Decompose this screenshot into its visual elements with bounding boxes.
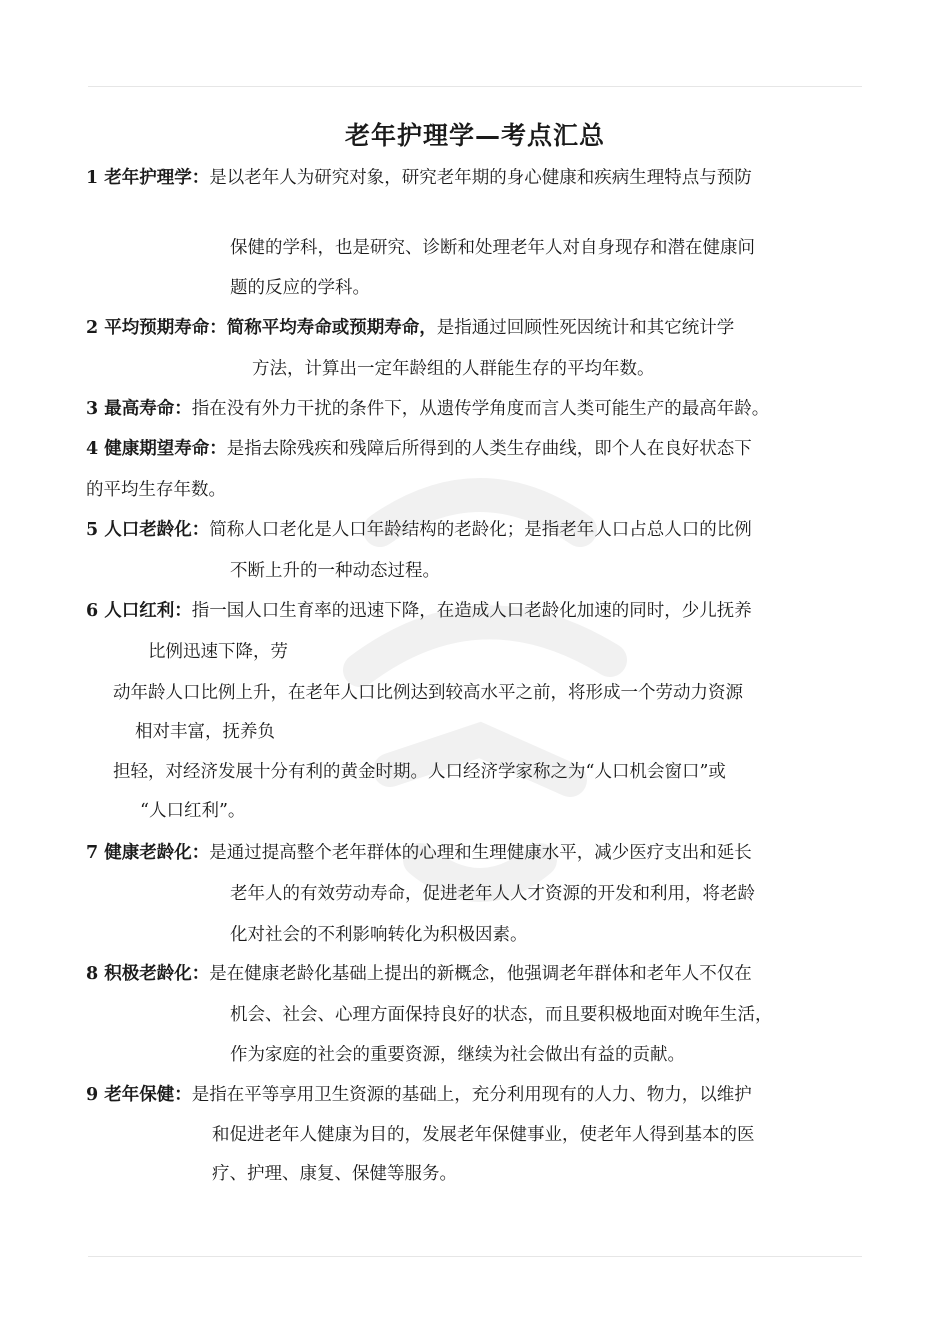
entry-6-text: 指一国人口生育率的迅速下降，在造成人口老龄化加速的同时，少儿抚养 [191,601,752,621]
entry-6-line-6: “人口红利”。 [140,801,246,821]
entry-1-line-3: 题的反应的学科。 [230,278,370,298]
entry-8-line-2: 机会、社会、心理方面保持良好的状态，而且要积极地面对晚年生活， [230,1005,773,1025]
entry-6-line-2: 比例迅速下降，劳 [148,642,288,662]
entry-5-line-2: 不断上升的一种动态过程。 [230,561,440,581]
entry-8-line-3: 作为家庭的社会的重要资源，继续为社会做出有益的贡献。 [230,1045,685,1065]
entry-5-line-1 [86,519,752,541]
entry-6-line-3: 动年龄人口比例上升，在老年人口比例达到较高水平之前，将形成一个劳动力资源 [113,683,743,703]
entry-3-line-1 [86,398,769,420]
entry-7-line-2: 老年人的有效劳动寿命，促进老年人人才资源的开发和利用，将老龄 [230,884,755,904]
entry-6-line-4: 相对丰富，抚养负 [135,722,275,742]
entry-7-line-3: 化对社会的不利影响转化为积极因素。 [230,925,528,945]
entry-7-text: 是通过提高整个老年群体的心理和生理健康水平，减少医疗支出和延长 [209,843,752,863]
entry-4-term: 4 健康期望寿命： [86,439,227,459]
entry-9-line-3: 疗、护理、康复、保健等服务。 [212,1164,457,1184]
entry-3-term: 3 最高寿命： [86,399,192,419]
entry-6-line-5: 担轻，对经济发展十分有利的黄金时期。人口经济学家称之为“人口机会窗口”或 [113,762,726,782]
entry-3-text: 指在没有外力干扰的条件下，从遗传学角度而言人类可能生产的最高年龄。 [191,399,770,419]
entry-1-term: 1 老年护理学： [86,168,210,188]
entry-7-term: 7 健康老龄化： [86,843,210,863]
entry-6-line-1 [86,600,752,622]
entry-1-line-2: 保健的学科，也是研究、诊断和处理老年人对自身现存和潜在健康问 [230,238,755,258]
entry-4-text: 是指去除残疾和残障后所得到的人类生存曲线，即个人在良好状态下 [226,439,752,459]
entry-2-line-1 [86,317,734,339]
entry-9-line-2: 和促进老年人健康为目的，发展老年保健事业，使老年人得到基本的医 [212,1125,755,1145]
entry-8-text: 是在健康老龄化基础上提出的新概念，他强调老年群体和老年人不仅在 [209,964,752,984]
entry-2-text: 是指通过回顾性死因统计和其它统计学 [436,318,735,338]
entry-6-term: 6 人口红利： [86,601,192,621]
entry-2-line-2: 方法，计算出一定年龄组的人群能生存的平均年数。 [252,359,655,379]
entry-8-line-1 [86,963,752,985]
entry-9-text: 是指在平等享用卫生资源的基础上，充分利用现有的人力、物力，以维护 [191,1085,752,1105]
entry-2-term: 2 平均预期寿命：简称平均寿命或预期寿命， [86,318,437,338]
entry-5-text: 简称人口老化是人口年龄结构的老龄化；是指老年人口占总人口的比例 [209,520,752,540]
entry-4-line-1 [86,438,752,460]
entry-9-term: 9 老年保健： [86,1085,192,1105]
entry-1-text: 是以老年人为研究对象，研究老年期的身心健康和疾病生理特点与预防 [209,168,752,188]
header-rule [88,86,862,87]
footer-rule [88,1256,862,1257]
entry-7-line-1 [86,842,752,864]
entry-9-line-1 [86,1084,752,1106]
page-title: 老年护理学—考点汇总 [344,121,605,150]
entry-1-line-1 [86,167,752,189]
entry-8-term: 8 积极老龄化： [86,964,210,984]
entry-4-line-2: 的平均生存年数。 [86,480,226,500]
entry-5-term: 5 人口老龄化： [86,520,210,540]
